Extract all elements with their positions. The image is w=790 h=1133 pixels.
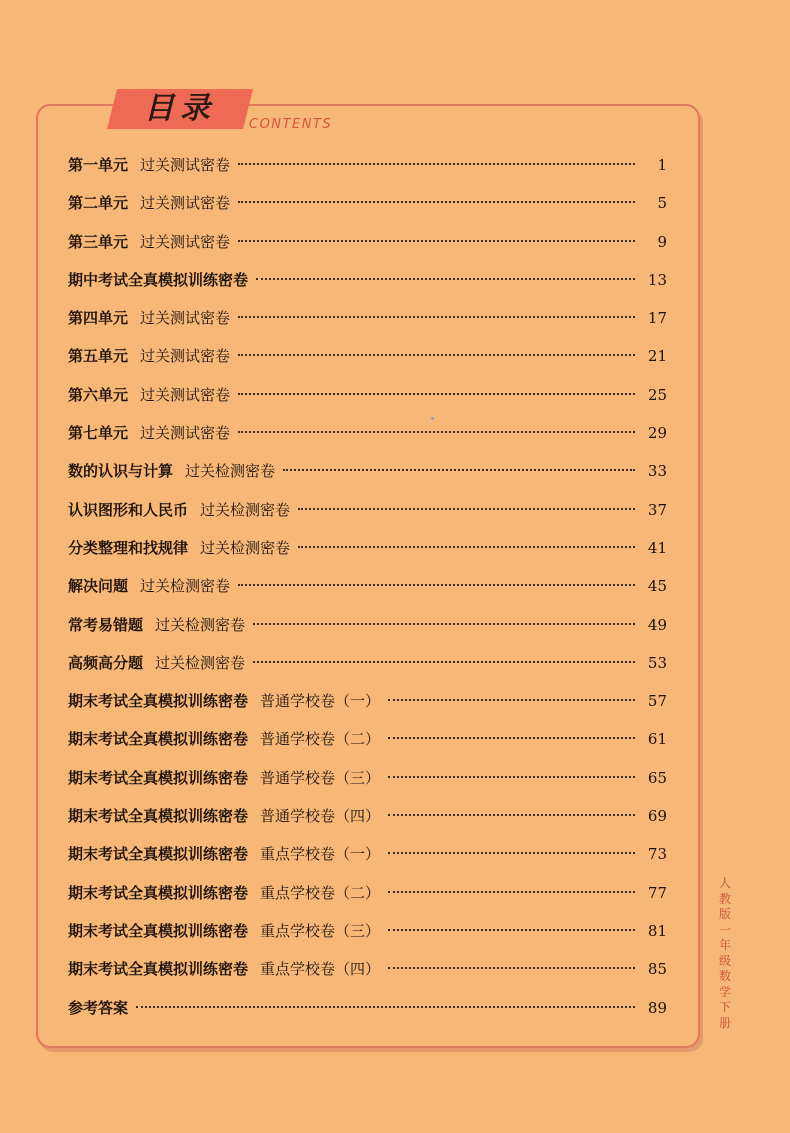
toc-entry-subtitle: 过关测试密卷 bbox=[140, 347, 231, 366]
toc-entry-title: 期末考试全真模拟训练密卷 bbox=[68, 921, 249, 940]
toc-entry[interactable] bbox=[68, 452, 667, 490]
toc-entry[interactable] bbox=[68, 529, 667, 567]
dot-leader bbox=[238, 354, 635, 356]
toc-entry-title: 第六单元 bbox=[68, 385, 129, 404]
toc-entry[interactable] bbox=[68, 835, 667, 873]
toc-entry-subtitle: 过关测试密卷 bbox=[140, 385, 231, 404]
toc-page-number: 77 bbox=[647, 883, 667, 902]
toc-page-number: 33 bbox=[647, 462, 667, 481]
toc-entry-title: 期末考试全真模拟训练密卷 bbox=[68, 807, 249, 826]
dot-leader bbox=[388, 776, 635, 778]
dot-leader bbox=[238, 431, 635, 433]
toc-entry-title: 第五单元 bbox=[68, 347, 129, 366]
dot-leader bbox=[136, 1006, 635, 1008]
toc-entry-title: 第七单元 bbox=[68, 424, 129, 443]
toc-entry-title: 期末考试全真模拟训练密卷 bbox=[68, 960, 249, 979]
toc-entry-subtitle: 重点学校卷（四） bbox=[260, 960, 381, 979]
dot-leader bbox=[298, 508, 635, 510]
toc-entry-title: 第二单元 bbox=[68, 194, 129, 213]
toc-entry-subtitle: 过关测试密卷 bbox=[140, 309, 231, 328]
toc-entry[interactable] bbox=[68, 337, 667, 375]
toc-entry[interactable] bbox=[68, 682, 667, 720]
toc-page-number: 53 bbox=[647, 653, 667, 672]
toc-entry[interactable] bbox=[68, 950, 667, 988]
toc-entry-title: 期末考试全真模拟训练密卷 bbox=[68, 692, 249, 711]
toc-page-number: 57 bbox=[647, 692, 667, 711]
toc-entry-subtitle: 过关测试密卷 bbox=[140, 232, 231, 251]
toc-page-number: 29 bbox=[647, 424, 667, 443]
toc-page-number: 37 bbox=[647, 500, 667, 519]
toc-page-number: 65 bbox=[647, 768, 667, 787]
toc-entry-title: 期末考试全真模拟训练密卷 bbox=[68, 730, 249, 749]
toc-entry-subtitle: 普通学校卷（一） bbox=[260, 692, 381, 711]
toc-entry[interactable] bbox=[68, 567, 667, 605]
toc-entry-title: 分类整理和找规律 bbox=[68, 538, 189, 557]
toc-page-number: 13 bbox=[647, 270, 667, 289]
toc-entry[interactable] bbox=[68, 184, 667, 222]
dot-leader bbox=[388, 737, 635, 739]
toc-entry[interactable] bbox=[68, 989, 667, 1027]
toc-page-number: 25 bbox=[647, 385, 667, 404]
toc-page-number: 61 bbox=[647, 730, 667, 749]
toc-entry[interactable] bbox=[68, 759, 667, 797]
dot-leader bbox=[238, 240, 635, 242]
toc-page-number: 21 bbox=[647, 347, 667, 366]
toc-entry-subtitle: 普通学校卷（三） bbox=[260, 768, 381, 787]
toc-entry-title: 期末考试全真模拟训练密卷 bbox=[68, 845, 249, 864]
toc-page-number: 69 bbox=[647, 807, 667, 826]
toc-page-number: 49 bbox=[647, 615, 667, 634]
toc-entry[interactable] bbox=[68, 797, 667, 835]
spine-label: 人教版 一年级数学 下册 bbox=[718, 876, 731, 1030]
toc-page-number: 89 bbox=[647, 998, 667, 1017]
toc-entry-subtitle: 过关测试密卷 bbox=[140, 424, 231, 443]
toc-page-number: 17 bbox=[647, 309, 667, 328]
toc-page-number: 1 bbox=[657, 156, 667, 174]
toc-entry[interactable] bbox=[68, 223, 667, 261]
toc-entry[interactable] bbox=[68, 261, 667, 299]
toc-page-number: 9 bbox=[657, 232, 667, 251]
toc-entry-title: 期末考试全真模拟训练密卷 bbox=[68, 883, 249, 902]
toc-entry-subtitle: 过关检测密卷 bbox=[200, 538, 291, 557]
toc-entry-subtitle: 重点学校卷（二） bbox=[260, 883, 381, 902]
dot-leader bbox=[388, 699, 635, 701]
dot-leader bbox=[238, 201, 635, 203]
dot-leader bbox=[388, 891, 635, 893]
toc-entry-title: 参考答案 bbox=[68, 998, 129, 1017]
toc-entry-subtitle: 普通学校卷（四） bbox=[260, 807, 381, 826]
toc-entry-subtitle: 过关测试密卷 bbox=[140, 194, 231, 213]
toc-entry-title: 期末考试全真模拟训练密卷 bbox=[68, 768, 249, 787]
dot-leader bbox=[388, 967, 635, 969]
toc-entry-title: 第四单元 bbox=[68, 309, 129, 328]
toc-entry-subtitle: 重点学校卷（一） bbox=[260, 845, 381, 864]
toc-page-number: 81 bbox=[647, 921, 667, 940]
toc-entry[interactable] bbox=[68, 299, 667, 337]
toc-page-number: 45 bbox=[647, 577, 667, 596]
table-of-contents bbox=[68, 146, 667, 1027]
toc-entry-title: 高频高分题 bbox=[68, 653, 144, 672]
print-speck bbox=[431, 417, 434, 420]
toc-entry-subtitle: 重点学校卷（三） bbox=[260, 921, 381, 940]
page-title: 目录 bbox=[144, 91, 216, 126]
toc-entry-subtitle: 过关检测密卷 bbox=[185, 462, 276, 481]
page-subtitle: CONTENTS bbox=[249, 117, 333, 132]
dot-leader bbox=[388, 814, 635, 816]
toc-entry-title: 第三单元 bbox=[68, 232, 129, 251]
toc-entry-subtitle: 过关检测密卷 bbox=[155, 653, 246, 672]
toc-entry-subtitle: 过关检测密卷 bbox=[155, 615, 246, 634]
dot-leader bbox=[253, 623, 635, 625]
toc-entry-subtitle: 普通学校卷（二） bbox=[260, 730, 381, 749]
toc-entry-title: 第一单元 bbox=[68, 156, 129, 174]
toc-page-number: 5 bbox=[657, 194, 667, 213]
dot-leader bbox=[388, 852, 635, 854]
dot-leader bbox=[283, 469, 635, 471]
toc-entry-title: 解决问题 bbox=[68, 577, 129, 596]
dot-leader bbox=[298, 546, 635, 548]
toc-entry[interactable] bbox=[68, 644, 667, 682]
toc-entry-title: 数的认识与计算 bbox=[68, 462, 174, 481]
toc-entry[interactable] bbox=[68, 874, 667, 912]
toc-entry[interactable] bbox=[68, 414, 667, 452]
toc-entry-title: 常考易错题 bbox=[68, 615, 144, 634]
dot-leader bbox=[238, 393, 635, 395]
toc-entry-title: 期中考试全真模拟训练密卷 bbox=[68, 270, 249, 289]
toc-entry[interactable] bbox=[68, 146, 667, 184]
dot-leader bbox=[238, 163, 635, 165]
toc-entry[interactable] bbox=[68, 606, 667, 644]
toc-entry[interactable] bbox=[68, 720, 667, 758]
toc-entry-subtitle: 过关测试密卷 bbox=[140, 156, 231, 174]
toc-entry[interactable] bbox=[68, 912, 667, 950]
dot-leader bbox=[253, 661, 635, 663]
toc-page-number: 85 bbox=[647, 960, 667, 979]
dot-leader bbox=[388, 929, 635, 931]
toc-entry[interactable] bbox=[68, 491, 667, 529]
toc-page-number: 73 bbox=[647, 845, 667, 864]
dot-leader bbox=[238, 316, 635, 318]
toc-entry-title: 认识图形和人民币 bbox=[68, 500, 189, 519]
dot-leader bbox=[238, 584, 635, 586]
toc-entry-subtitle: 过关检测密卷 bbox=[200, 500, 291, 519]
toc-entry[interactable] bbox=[68, 376, 667, 414]
toc-entry-subtitle: 过关检测密卷 bbox=[140, 577, 231, 596]
dot-leader bbox=[256, 278, 635, 280]
toc-page-number: 41 bbox=[647, 538, 667, 557]
